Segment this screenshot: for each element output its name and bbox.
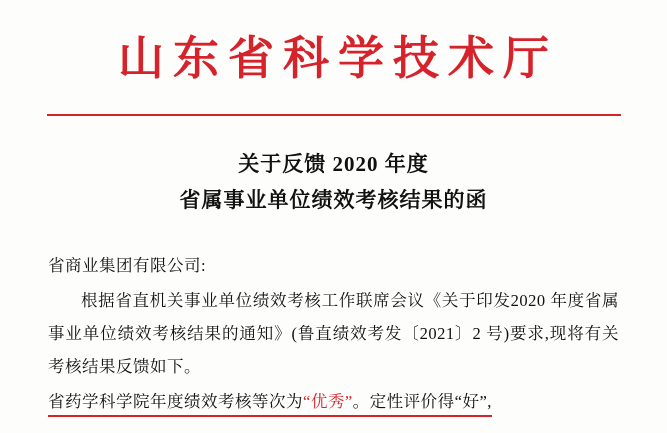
letterhead [0, 0, 667, 92]
salutation: 省商业集团有限公司: [48, 256, 207, 275]
grade-highlight: “优秀” [303, 392, 353, 411]
document-title [0, 146, 667, 220]
document-title-line-1: 关于反馈 2020 年度 [238, 151, 429, 176]
paragraph-2-text-part-1: 省药学科学院年度绩效考核等次为 [48, 392, 303, 411]
letterhead-title: 山东省科学技术厅 [118, 33, 558, 84]
body-paragraph-1: 根据省直机关事业单位绩效考核工作联席会议《关于印发2020 年度省属事业单位绩效考核结果的通知》(鲁直绩效考发〔2021〕2 号)要求,现将有关考核结果反馈如下。 [48, 291, 619, 376]
paragraph-2-text-part-2: 。定性评价得“好”, [352, 392, 492, 411]
body-paragraph-2 [48, 385, 492, 418]
document-title-line-2: 省属事业单位绩效考核结果的函 [179, 188, 488, 213]
letterhead-divider-rule [47, 114, 621, 116]
document-body [48, 249, 619, 418]
red-underline [48, 415, 492, 417]
